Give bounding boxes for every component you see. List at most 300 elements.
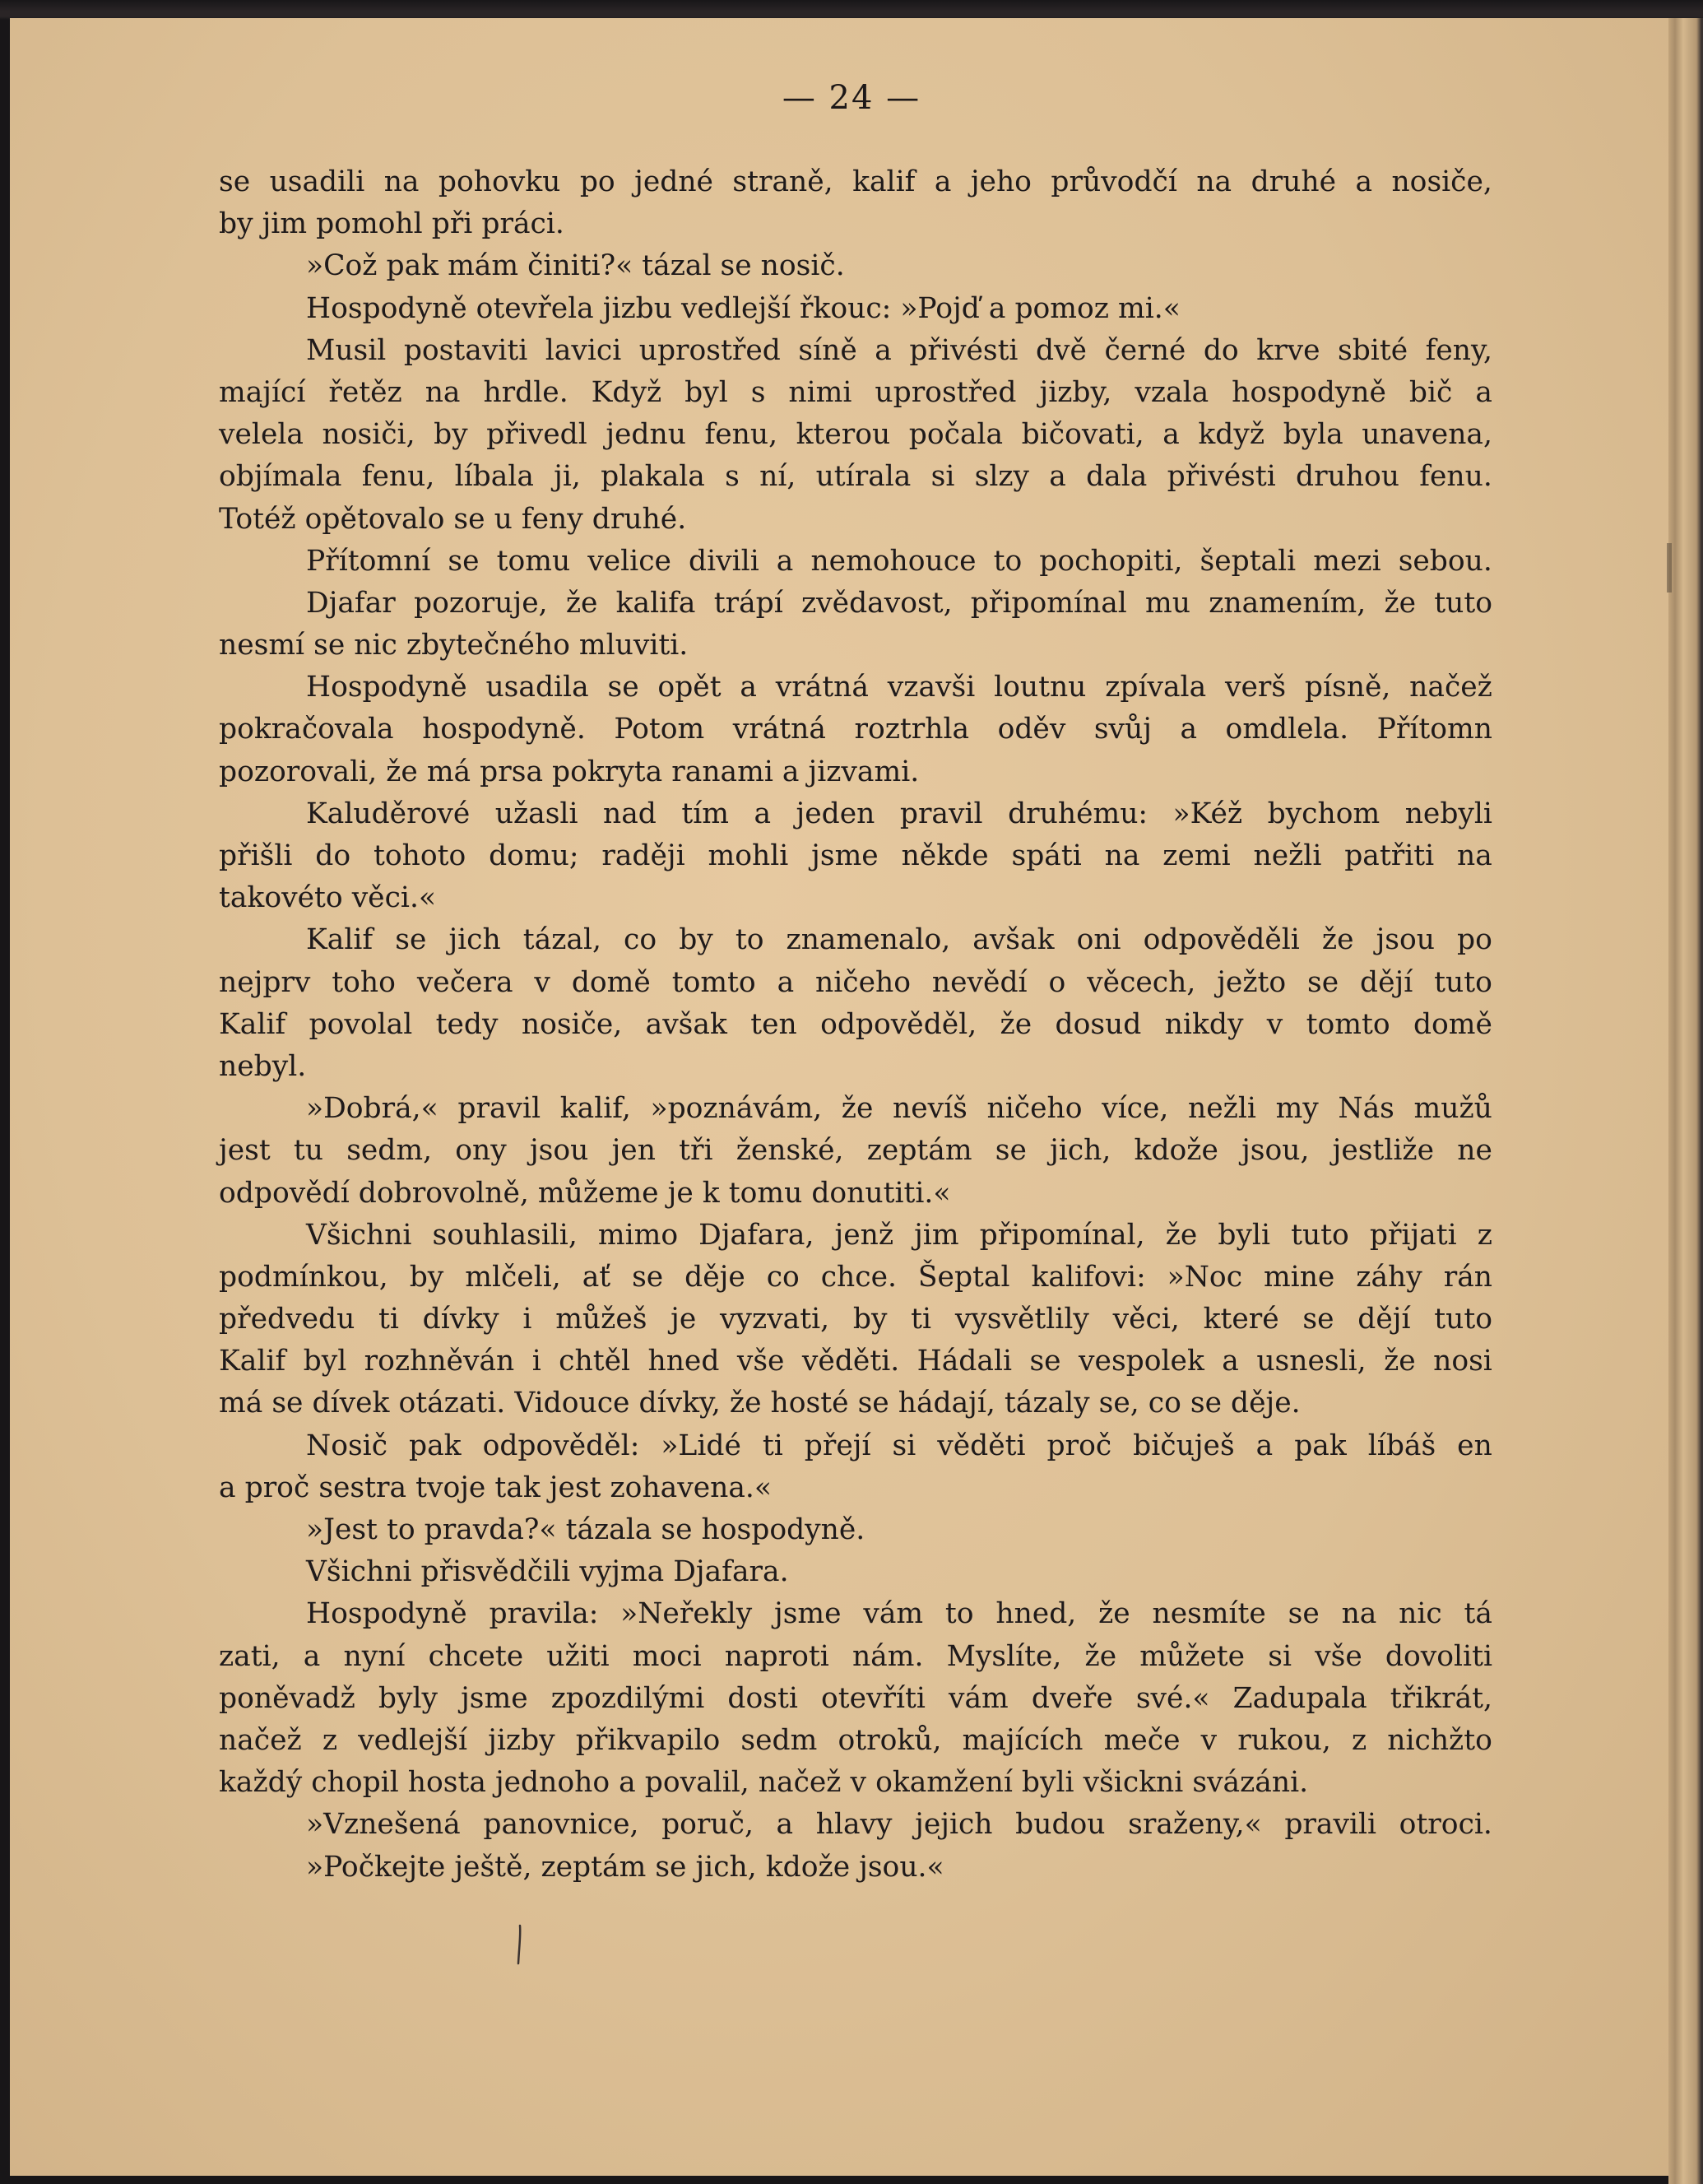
word: pokračovala xyxy=(219,713,394,746)
word: avšak xyxy=(972,923,1055,957)
word: to xyxy=(944,1597,974,1631)
word: přisvědčili xyxy=(420,1555,571,1589)
word: že xyxy=(729,1387,762,1420)
word: verš xyxy=(1224,671,1287,704)
word: ní, xyxy=(759,460,796,494)
word: mi.« xyxy=(1118,291,1181,325)
word: znamením, xyxy=(1209,586,1367,620)
word: když xyxy=(1198,418,1265,452)
word: že xyxy=(1000,1007,1032,1041)
word: vrátná xyxy=(732,713,826,746)
word: kalif, xyxy=(559,1092,631,1126)
word: a xyxy=(303,1639,321,1673)
text-line xyxy=(219,962,1492,1004)
word: »Noc xyxy=(1167,1260,1243,1294)
word: »Vznešená xyxy=(306,1808,461,1842)
word: kalifa xyxy=(615,586,696,620)
word: každý xyxy=(219,1766,303,1800)
word: oděv xyxy=(997,713,1066,746)
word: se xyxy=(448,544,480,578)
word: na xyxy=(383,165,420,198)
word: pravil xyxy=(457,1092,541,1126)
text-line xyxy=(219,1467,1492,1509)
word: tohoto xyxy=(373,839,466,872)
word: podmínkou, xyxy=(219,1260,388,1294)
word: tvoje xyxy=(415,1471,486,1504)
word: a xyxy=(1222,1345,1239,1378)
word: Kalif xyxy=(219,1007,286,1041)
word: to xyxy=(993,544,1023,578)
word: jeden xyxy=(796,797,875,830)
word: nosiče, xyxy=(1391,165,1492,198)
word: otázati. xyxy=(398,1387,506,1420)
word: připomínal, xyxy=(979,1218,1145,1252)
word: že xyxy=(386,755,418,788)
word: ještě, xyxy=(454,1850,532,1884)
word: sebou. xyxy=(1398,544,1492,578)
word: nejprv xyxy=(219,965,311,999)
word: co xyxy=(1148,1387,1181,1420)
word: hospodyně. xyxy=(701,1513,865,1546)
word: ti xyxy=(911,1303,932,1336)
word: věděti. xyxy=(801,1345,900,1378)
word: pokryta xyxy=(552,755,663,788)
word: se xyxy=(1288,1597,1320,1631)
word: fenu, xyxy=(361,460,435,494)
word: si xyxy=(930,460,955,494)
word: tuto xyxy=(1434,965,1492,999)
word: lavici xyxy=(545,333,622,367)
word: vrátná xyxy=(775,671,869,704)
word: sraženy,« xyxy=(1128,1808,1262,1842)
text-line xyxy=(219,1088,1492,1130)
word: nebyli xyxy=(1404,797,1492,830)
word: nyní xyxy=(343,1639,406,1673)
word: na xyxy=(1104,839,1140,872)
word: byli xyxy=(1021,1766,1074,1800)
word: užiti xyxy=(546,1639,610,1673)
word: a xyxy=(782,755,800,788)
word: uprostřed xyxy=(875,375,1017,409)
word: avšak xyxy=(645,1007,727,1041)
word: druhé xyxy=(1251,165,1336,198)
word: roztrhla xyxy=(854,713,970,746)
text-line xyxy=(219,625,1492,667)
word: všickni xyxy=(1083,1766,1184,1800)
word: jsme xyxy=(774,1597,842,1631)
word: proč xyxy=(244,1471,310,1504)
word: mezi xyxy=(1313,544,1381,578)
word: tuto xyxy=(1434,586,1492,620)
word: do xyxy=(315,839,351,872)
word: Musil xyxy=(306,333,387,367)
word: činiti?« xyxy=(527,249,633,283)
word: má xyxy=(426,755,471,788)
word: jsme xyxy=(811,839,879,872)
word: meče xyxy=(1103,1723,1181,1757)
word: na xyxy=(1196,165,1232,198)
word: patřiti xyxy=(1344,839,1435,872)
word: věci.« xyxy=(351,881,437,915)
word: Přítomní xyxy=(306,544,431,578)
word: kterou xyxy=(796,418,891,452)
word: velice xyxy=(587,544,671,578)
word: se xyxy=(453,502,485,536)
word: načež xyxy=(1409,671,1492,704)
word: svázáni. xyxy=(1192,1766,1309,1800)
text-line xyxy=(219,288,1492,330)
word: omdlela. xyxy=(1225,713,1349,746)
text-line xyxy=(219,330,1492,372)
word: třikrát, xyxy=(1390,1681,1492,1715)
word: pozoruje, xyxy=(413,586,548,620)
word: věděti xyxy=(937,1429,1026,1462)
text-line xyxy=(219,541,1492,583)
word: a xyxy=(776,544,794,578)
word: večera xyxy=(416,965,513,999)
word: feny xyxy=(521,502,583,536)
word: a xyxy=(934,165,952,198)
page-edge-stain xyxy=(1667,543,1672,592)
word: nežli xyxy=(1188,1092,1256,1126)
word: Potom xyxy=(614,713,705,746)
word: sbité xyxy=(1338,333,1408,367)
word: pravili xyxy=(1284,1808,1377,1842)
word: tak xyxy=(494,1471,541,1504)
word: přivedl xyxy=(486,418,587,452)
text-line xyxy=(219,1215,1492,1257)
word: dovoliti xyxy=(1385,1639,1492,1673)
word: Všichni xyxy=(306,1555,412,1589)
word: mlčeli, xyxy=(465,1260,561,1294)
word: a xyxy=(988,291,1006,325)
word: a xyxy=(1180,713,1198,746)
word: Nás xyxy=(1338,1092,1394,1126)
word: věci, xyxy=(1112,1303,1180,1336)
word: dosud xyxy=(1055,1007,1142,1041)
word: více, xyxy=(1102,1092,1169,1126)
text-line xyxy=(219,1004,1492,1046)
word: utírala xyxy=(815,460,912,494)
word: načež xyxy=(758,1766,842,1800)
word: někde xyxy=(901,839,989,872)
word: z xyxy=(322,1723,338,1757)
word: mu xyxy=(1145,586,1190,620)
word: nosiči, xyxy=(322,418,415,452)
word: jestliže xyxy=(1332,1134,1435,1168)
word: vedlejší xyxy=(681,291,791,325)
word: přikvapilo xyxy=(575,1723,721,1757)
word: pozorovali, xyxy=(219,755,378,788)
word: a xyxy=(1162,418,1180,452)
word: rozhněván xyxy=(364,1345,515,1378)
word: vedlejší xyxy=(358,1723,468,1757)
word: velela xyxy=(219,418,304,452)
word: mám xyxy=(448,249,519,283)
word: zvědavost, xyxy=(801,586,953,620)
word: usadili xyxy=(269,165,365,198)
word: otevřela xyxy=(476,291,594,325)
word: tím xyxy=(681,797,729,830)
text-line xyxy=(219,919,1492,961)
word: užasli xyxy=(494,797,578,830)
word: na xyxy=(1457,839,1492,872)
word: černé xyxy=(1104,333,1186,367)
word: líbáš xyxy=(1367,1429,1436,1462)
word: mine xyxy=(1263,1260,1335,1294)
word: pomoz xyxy=(1014,291,1109,325)
word: nesmíte xyxy=(1152,1597,1266,1631)
text-line xyxy=(219,1847,1492,1889)
word: to xyxy=(735,923,764,957)
word: Přítomn xyxy=(1376,713,1492,746)
word: druhému: xyxy=(1008,797,1148,830)
word: v xyxy=(534,965,550,999)
word: mohli xyxy=(708,839,789,872)
word: nesmí xyxy=(219,629,305,662)
text-line xyxy=(219,835,1492,877)
word: odpovědí xyxy=(219,1176,350,1210)
word: v xyxy=(1266,1007,1283,1041)
word: můžete xyxy=(1139,1639,1246,1673)
word: hlavy xyxy=(815,1808,893,1842)
word: Djafara. xyxy=(673,1555,789,1589)
word: i xyxy=(531,1345,541,1378)
word: chcete xyxy=(428,1639,524,1673)
word: si xyxy=(1268,1639,1292,1673)
text-line xyxy=(219,1382,1492,1424)
word: dějí xyxy=(1357,1303,1411,1336)
word: z xyxy=(1351,1723,1367,1757)
word: nic xyxy=(1399,1597,1442,1631)
word: ne xyxy=(1457,1134,1492,1168)
word: počala xyxy=(908,418,1004,452)
word: zati, xyxy=(219,1639,281,1673)
word: hosta xyxy=(407,1766,486,1800)
word: pak xyxy=(386,249,439,283)
word: druhou xyxy=(1295,460,1399,494)
word: toho xyxy=(332,965,396,999)
word: záhy xyxy=(1356,1260,1422,1294)
word: »Dobrá,« xyxy=(306,1092,439,1126)
word: ten xyxy=(750,1007,797,1041)
word: jedné xyxy=(634,165,713,198)
text-line xyxy=(219,372,1492,414)
word: svůj xyxy=(1093,713,1152,746)
word: nosiče, xyxy=(521,1007,623,1041)
word: zohavena.« xyxy=(610,1471,772,1504)
word: tázal, xyxy=(522,923,601,957)
word: chopil xyxy=(311,1766,399,1800)
word: postaviti xyxy=(403,333,528,367)
word: nic xyxy=(354,629,397,662)
word: je xyxy=(667,1176,694,1210)
word: jsme xyxy=(461,1681,528,1715)
text-line xyxy=(219,1173,1492,1215)
text-line xyxy=(219,245,1492,287)
word: tuto xyxy=(1434,1303,1492,1336)
word: zpozdilými xyxy=(550,1681,705,1715)
word: hospodyně xyxy=(1232,375,1386,409)
word: Všichni xyxy=(306,1218,412,1252)
word: se xyxy=(857,1387,889,1420)
word: my xyxy=(1275,1092,1319,1126)
word: je xyxy=(671,1303,697,1336)
word: by xyxy=(679,923,713,957)
word: z xyxy=(1477,1218,1492,1252)
word: spáti xyxy=(1011,839,1082,872)
word: vám xyxy=(948,1681,1009,1715)
word: sedm xyxy=(740,1723,818,1757)
word: zeptám xyxy=(866,1134,972,1168)
word: které xyxy=(1203,1303,1279,1336)
word: se xyxy=(995,1134,1027,1168)
word: by xyxy=(409,1260,444,1294)
word: byly xyxy=(378,1681,438,1715)
word: vyjma xyxy=(579,1555,665,1589)
word: ony xyxy=(455,1134,507,1168)
word: hned xyxy=(647,1345,720,1378)
word: k xyxy=(702,1176,720,1210)
word: kdože xyxy=(765,1850,851,1884)
word: a xyxy=(777,965,795,999)
word: pohovku xyxy=(438,165,561,198)
word: nemohouce xyxy=(810,544,977,578)
word: se xyxy=(1029,1345,1061,1378)
word: »Počkejte xyxy=(306,1850,446,1884)
word: že xyxy=(1384,586,1417,620)
word: Kaluděrové xyxy=(306,797,471,830)
word: a xyxy=(219,1471,236,1504)
word: bychom xyxy=(1267,797,1380,830)
word: ať xyxy=(582,1260,611,1294)
word: písně, xyxy=(1304,671,1391,704)
word: straně, xyxy=(732,165,833,198)
body-text xyxy=(219,161,1492,1889)
word: ničeho xyxy=(815,965,912,999)
word: věcech, xyxy=(1087,965,1196,999)
word: se xyxy=(395,923,427,957)
word: si xyxy=(892,1429,916,1462)
word: nežli xyxy=(1253,839,1322,872)
word: otevříti xyxy=(820,1681,926,1715)
word: bičuješ xyxy=(1133,1429,1235,1462)
word: v xyxy=(1200,1723,1218,1757)
word: proč xyxy=(1046,1429,1112,1462)
word: jim xyxy=(262,207,308,241)
word: sedm, xyxy=(346,1134,433,1168)
word: mluviti. xyxy=(578,629,689,662)
word: ti xyxy=(378,1303,399,1336)
word: že xyxy=(1098,1597,1130,1631)
text-line xyxy=(219,1678,1492,1720)
word: pomohl xyxy=(316,207,423,241)
word: chce. xyxy=(820,1260,897,1294)
word: se xyxy=(271,1387,304,1420)
word: dveře xyxy=(1031,1681,1113,1715)
word: řetěz xyxy=(328,375,402,409)
word: ženské, xyxy=(735,1134,844,1168)
word: dějí xyxy=(1360,965,1413,999)
word: a xyxy=(619,1766,636,1800)
word: hospodyně. xyxy=(422,713,586,746)
text-line xyxy=(219,667,1492,709)
word: co xyxy=(624,923,657,957)
word: že xyxy=(1384,1345,1416,1378)
word: ti xyxy=(762,1429,783,1462)
word: se xyxy=(661,1513,693,1546)
word: vzala xyxy=(1135,375,1209,409)
page-edge xyxy=(1668,18,1703,2184)
word: to xyxy=(386,1513,415,1546)
word: objímala xyxy=(219,460,342,494)
word: souhlasili, xyxy=(432,1218,578,1252)
word: chtěl xyxy=(559,1345,631,1378)
word: jim xyxy=(914,1218,959,1252)
word: se xyxy=(607,671,639,704)
word: hosté xyxy=(770,1387,849,1420)
word: »Lidé xyxy=(661,1429,741,1462)
word: Hospodyně xyxy=(306,1597,467,1631)
word: nebyl. xyxy=(219,1049,307,1083)
word: vám xyxy=(863,1597,924,1631)
word: majících xyxy=(962,1723,1084,1757)
word: a xyxy=(754,797,772,830)
word: »Pojď xyxy=(900,291,980,325)
word: jen xyxy=(611,1134,656,1168)
word: jizby xyxy=(488,1723,555,1757)
word: »Což xyxy=(306,249,378,283)
word: moci xyxy=(632,1639,702,1673)
word: můžeme xyxy=(537,1176,659,1210)
word: přivésti xyxy=(1167,460,1276,494)
word: domu; xyxy=(489,839,579,872)
text-line xyxy=(219,1593,1492,1635)
word: šeptali xyxy=(1200,544,1297,578)
word: dvě xyxy=(1035,333,1087,367)
word: ji, xyxy=(554,460,581,494)
word: »Kéž xyxy=(1172,797,1243,830)
word: vysvětlily xyxy=(954,1303,1089,1336)
word: nichžto xyxy=(1387,1723,1492,1757)
word: vespolek xyxy=(1079,1345,1204,1378)
word: se xyxy=(632,1260,664,1294)
word: oni xyxy=(1076,923,1121,957)
word: má xyxy=(219,1387,263,1420)
word: Vidouce xyxy=(514,1387,630,1420)
word: tomto xyxy=(671,965,756,999)
word: tedy xyxy=(435,1007,499,1041)
word: pochopiti, xyxy=(1039,544,1183,578)
word: Djafar xyxy=(306,586,396,620)
word: líbala xyxy=(454,460,534,494)
word: jednu xyxy=(606,418,686,452)
text-line xyxy=(219,161,1492,203)
word: a xyxy=(776,1808,794,1842)
word: tři xyxy=(679,1134,713,1168)
word: vzavši xyxy=(887,671,976,704)
word: pravda?« xyxy=(424,1513,557,1546)
word: by xyxy=(852,1303,888,1336)
word: se xyxy=(655,1850,687,1884)
text-line xyxy=(219,414,1492,456)
word: druhé. xyxy=(592,502,687,536)
word: přišli xyxy=(219,839,293,872)
word: Kalif xyxy=(306,923,374,957)
text-line xyxy=(219,499,1492,541)
word: takovéto xyxy=(219,881,343,915)
word: co xyxy=(766,1260,800,1294)
